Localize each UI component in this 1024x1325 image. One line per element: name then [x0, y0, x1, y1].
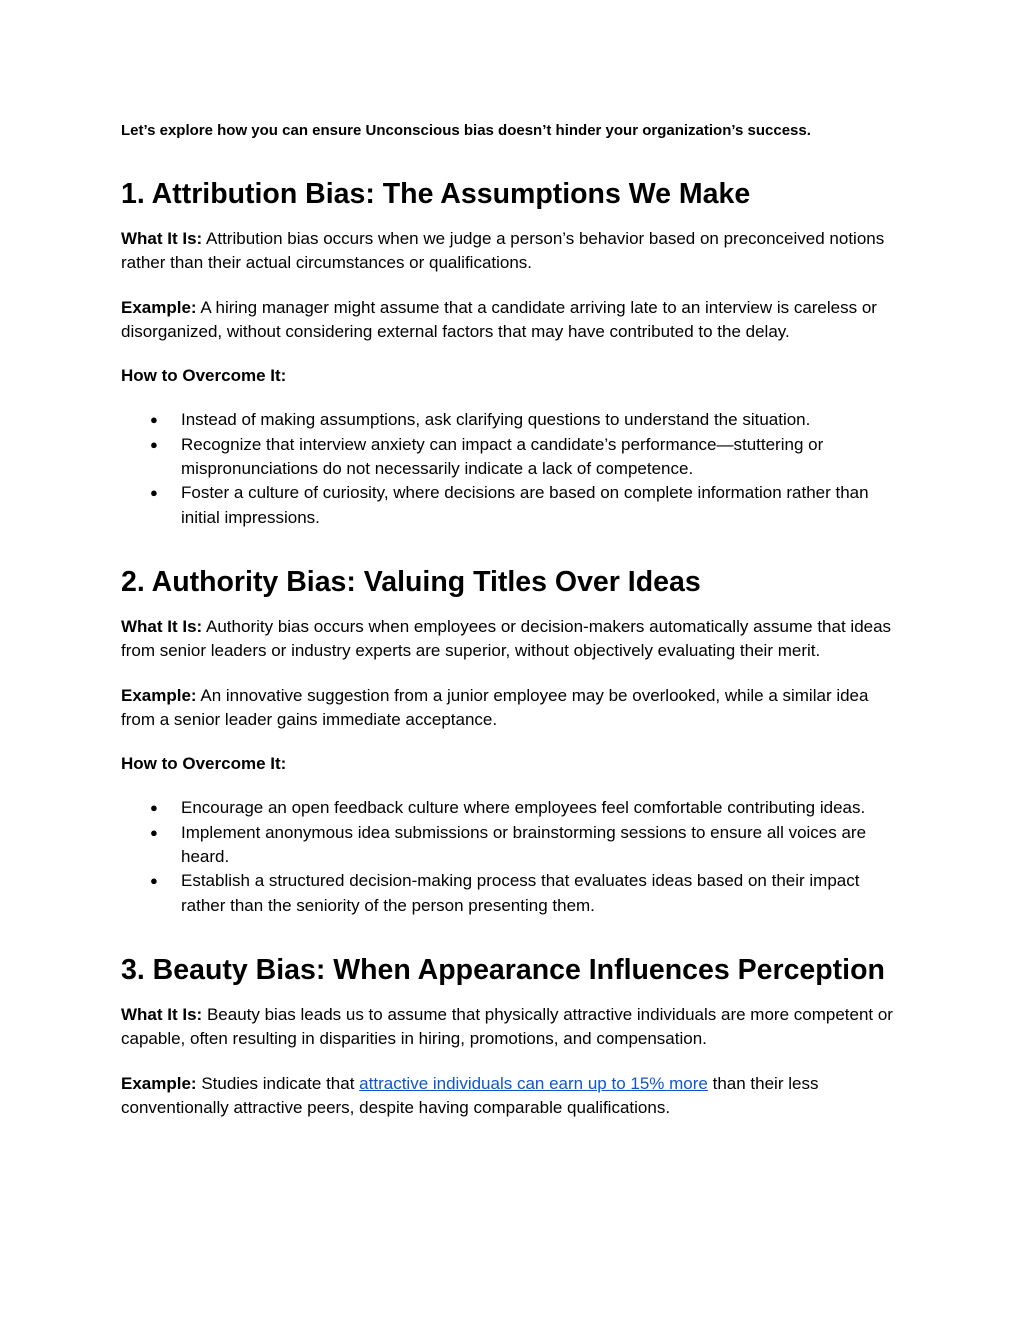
- bullet-icon: ●: [150, 436, 158, 452]
- what-label: What It Is:: [121, 229, 203, 248]
- section-heading: 3. Beauty Bias: When Appearance Influences Perception: [121, 953, 885, 986]
- list-item-text: Encourage an open feedback culture where employees feel comfortable contributing ideas.: [181, 798, 866, 818]
- example-label: Example:: [121, 1073, 197, 1093]
- list-item: [121, 821, 901, 870]
- bullet-icon: ●: [150, 824, 158, 840]
- example-text: An innovative suggestion from a junior employee may be overlooked, while a similar idea from a senior leader gains immediate acceptance.: [121, 685, 869, 729]
- bullet-icon: ●: [150, 485, 158, 501]
- list-item-text: Instead of making assumptions, ask clarifying questions to understand the situation.: [181, 410, 811, 430]
- section-heading: 1. Attribution Bias: The Assumptions We Make: [121, 178, 751, 210]
- example-paragraph: [121, 1072, 901, 1121]
- what-text: Authority bias occurs when employees or decision-makers automatically assume that ideas from senior leaders or industry experts are superior, without objectively evaluating their merit.: [121, 616, 892, 661]
- how-to-overcome-heading: How to Overcome It:: [121, 366, 287, 386]
- example-paragraph: [121, 296, 901, 345]
- how-to-overcome-heading: How to Overcome It:: [121, 754, 287, 774]
- bullet-icon: ●: [150, 412, 158, 428]
- list-item: [121, 796, 901, 820]
- example-text-after: than their less conventionally attractive peers, despite having comparable qualifications.: [121, 1073, 819, 1117]
- salary-study-link[interactable]: attractive individuals can earn up to 15% more: [359, 1073, 708, 1093]
- what-label: What It Is:: [121, 616, 203, 636]
- example-label: Example:: [121, 685, 197, 705]
- overcome-list: [121, 796, 901, 917]
- example-text-before: Studies indicate that: [201, 1073, 355, 1093]
- section-beauty-bias: [121, 953, 901, 1120]
- what-text: Beauty bias leads us to assume that physically attractive individuals are more competent or capable, often resulting in disparities in hiring, promotions, and compensation.: [121, 1004, 893, 1049]
- example-paragraph: [121, 684, 901, 733]
- what-text: Attribution bias occurs when we judge a person’s behavior based on preconceived notions rather than their actual circumstances or qualifications.: [121, 229, 885, 273]
- bullet-icon: ●: [150, 800, 158, 816]
- list-item: [121, 408, 901, 432]
- list-item: [121, 481, 901, 530]
- example-label: Example:: [121, 297, 197, 317]
- list-item-text: Foster a culture of curiosity, where decisions are based on complete information rather than initial impressions.: [181, 483, 869, 527]
- list-item-text: Implement anonymous idea submissions or brainstorming sessions to ensure all voices are heard.: [181, 822, 867, 867]
- list-item: [121, 433, 901, 482]
- what-it-is-paragraph: [121, 227, 901, 276]
- what-it-is-paragraph: [121, 1003, 901, 1052]
- section-authority-bias: [121, 565, 901, 918]
- list-item-text: Establish a structured decision-making process that evaluates ideas based on their impact rather than the seniority of the person presenting them.: [181, 871, 860, 915]
- intro-text: Let’s explore how you can ensure Unconscious bias doesn’t hinder your organization’s success.: [121, 122, 811, 139]
- section-heading: 2. Authority Bias: Valuing Titles Over Ideas: [121, 565, 701, 598]
- what-it-is-paragraph: [121, 615, 901, 664]
- list-item-text: Recognize that interview anxiety can impact a candidate’s performance—stuttering or mispronunciations do not necessarily indicate a lack of competence.: [181, 434, 824, 479]
- what-label: What It Is:: [121, 1004, 203, 1024]
- bullet-icon: ●: [150, 873, 158, 889]
- overcome-list: [121, 408, 901, 529]
- list-item: [121, 869, 901, 918]
- section-attribution-bias: [121, 177, 901, 530]
- example-text: A hiring manager might assume that a candidate arriving late to an interview is careless or disorganized, without considering external factors that may have contributed to the delay.: [121, 297, 877, 341]
- document-page: [121, 121, 901, 1120]
